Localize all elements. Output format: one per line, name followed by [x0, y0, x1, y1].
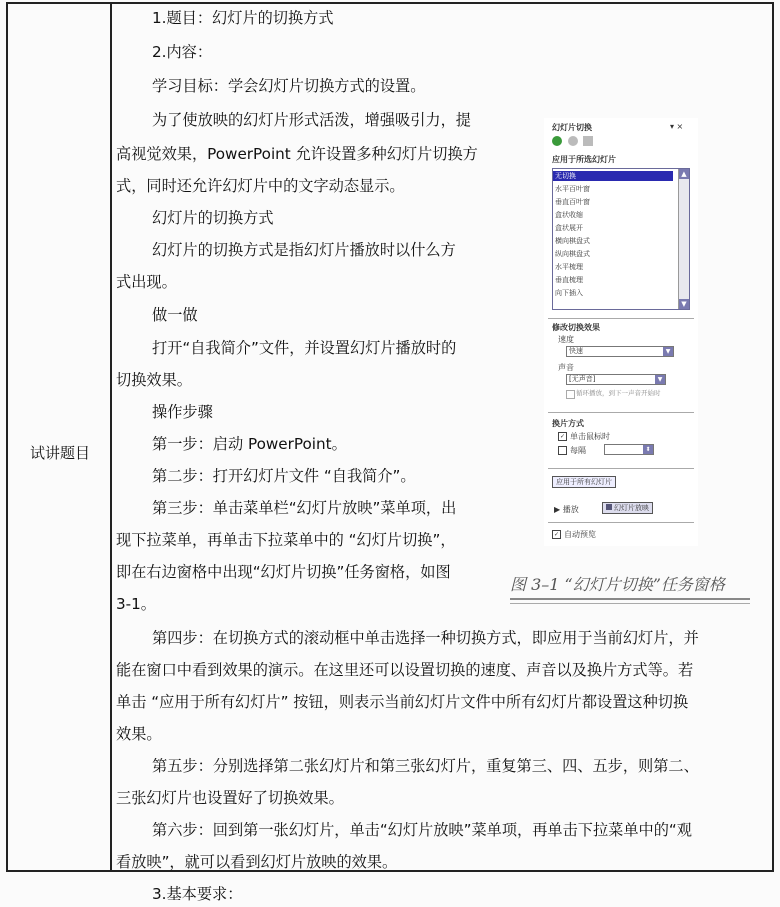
advance-label: 换片方式: [552, 419, 584, 428]
text-line: 切换效果。: [116, 371, 192, 389]
text-line: 能在窗口中看到效果的演示。在这里还可以设置切换的速度、声音以及换片方式等。若: [116, 661, 694, 679]
divider: [548, 468, 694, 469]
text-line: 为了使放映的幻灯片形式活泼，增强吸引力，提: [152, 111, 471, 129]
text-line: 高视觉效果，PowerPoint 允许设置多种幻灯片切换方: [116, 145, 478, 163]
divider: [548, 412, 694, 413]
close-icon[interactable]: ▾ ×: [670, 122, 684, 131]
apply-label: 应用于所选幻灯片: [552, 155, 616, 164]
caption-rule: [510, 603, 750, 604]
list-item[interactable]: 垂直百叶窗: [555, 198, 590, 206]
slideshow-icon: [606, 504, 612, 510]
figure-caption: 图 3–1 “幻灯片切换”任务窗格: [510, 575, 725, 594]
every-label: 每隔: [570, 446, 586, 455]
text-line-step2: 第二步：打开幻灯片文件 “自我简介”。: [152, 467, 416, 485]
speed-select[interactable]: [566, 346, 674, 357]
on-click-checkbox[interactable]: ✓: [559, 433, 566, 440]
list-item[interactable]: 水平百叶窗: [555, 185, 590, 193]
divider: [548, 318, 694, 319]
list-item[interactable]: 向下插入: [555, 289, 583, 297]
text-line: 效果。: [116, 725, 162, 743]
slide-transition-task-pane: [544, 118, 698, 546]
text-line-title: 1.题目：幻灯片的切换方式: [152, 9, 334, 27]
caption-rule: [510, 598, 750, 600]
text-line: 现下拉菜单，再单击下拉菜单中的 “幻灯片切换”，: [116, 531, 456, 549]
text-line: 三张幻灯片也设置好了切换效果。: [116, 789, 344, 807]
play-button[interactable]: ▶ 播放: [554, 505, 579, 514]
list-item[interactable]: 盒状收缩: [555, 211, 583, 219]
list-item[interactable]: 盒状展开: [555, 224, 583, 232]
slideshow-label: 幻灯片放映: [614, 504, 649, 512]
speed-value: 快速: [569, 347, 583, 355]
text-line-goal: 学习目标：学会幻灯片切换方式的设置。: [152, 77, 426, 95]
list-item[interactable]: 纵向棋盘式: [555, 250, 590, 258]
label-cell: [8, 4, 112, 870]
forward-icon[interactable]: [568, 136, 578, 146]
speed-label: 速度: [558, 335, 574, 344]
sound-select[interactable]: [566, 374, 666, 385]
text-line: 3-1。: [116, 595, 156, 613]
home-icon[interactable]: [583, 136, 593, 146]
text-line-heading: 操作步骤: [152, 403, 213, 421]
text-line-step3: 第三步：单击菜单栏“幻灯片放映”菜单项，出: [152, 499, 457, 517]
chevron-down-icon[interactable]: ▼: [663, 347, 673, 356]
scroll-down-icon[interactable]: ▼: [679, 299, 689, 309]
text-line: 式，同时还允许幻灯片中的文字动态显示。: [116, 177, 405, 195]
apply-all-button[interactable]: 应用于所有幻灯片: [552, 476, 616, 488]
text-line-content: 2.内容：: [152, 43, 213, 61]
spinner-icon[interactable]: ⬍: [643, 445, 653, 454]
list-item[interactable]: 垂直梳理: [555, 276, 583, 284]
text-line: 式出现。: [116, 273, 177, 291]
text-line-step4: 第四步：在切换方式的滚动框中单击选择一种切换方式，即应用于当前幻灯片，并: [152, 629, 699, 647]
every-spinner[interactable]: [604, 444, 654, 455]
sound-label: 声音: [558, 363, 574, 372]
text-line-step6: 第六步：回到第一张幻灯片，单击“幻灯片放映”菜单项，再单击下拉菜单中的“观: [152, 821, 692, 839]
text-line: 看放映”，就可以看到幻灯片放映的效果。: [116, 853, 398, 871]
text-line: 单击 “应用于所有幻灯片” 按钮，则表示当前幻灯片文件中所有幻灯片都设置这种切换: [116, 693, 689, 711]
transition-listbox[interactable]: [552, 168, 690, 310]
text-line-heading: 幻灯片的切换方式: [152, 209, 274, 227]
divider: [548, 522, 694, 523]
text-line-heading: 做一做: [152, 306, 198, 324]
text-line-step1: 第一步：启动 PowerPoint。: [152, 435, 347, 453]
text-line: 即在右边窗格中出现“幻灯片切换”任务窗格，如图: [116, 563, 451, 581]
text-line: 幻灯片的切换方式是指幻灯片播放时以什么方: [152, 241, 456, 259]
autopreview-checkbox[interactable]: ✓: [553, 531, 560, 538]
scroll-up-icon[interactable]: ▲: [679, 169, 689, 179]
listbox-scrollbar[interactable]: [678, 169, 689, 309]
every-checkbox[interactable]: [558, 446, 567, 455]
loop-label: 循环播放，到下一声音开始时: [576, 389, 661, 397]
text-line-requirements: 3.基本要求：: [152, 885, 243, 903]
list-item-selected[interactable]: 无切换: [553, 171, 673, 181]
on-click-label: 单击鼠标时: [570, 432, 610, 441]
text-line: 打开“自我简介”文件，并设置幻灯片播放时的: [152, 339, 457, 357]
slideshow-button[interactable]: [602, 502, 653, 514]
nav-icons: [552, 136, 593, 148]
back-icon[interactable]: [552, 136, 562, 146]
trial-topic-label: 试讲题目: [29, 444, 90, 462]
list-item[interactable]: 水平梳理: [555, 263, 583, 271]
modify-label: 修改切换效果: [552, 323, 600, 332]
text-line-step5: 第五步：分别选择第二张幻灯片和第三张幻灯片，重复第三、四、五步，则第二、: [152, 757, 699, 775]
chevron-down-icon[interactable]: ▼: [655, 375, 665, 384]
sound-value: [无声音]: [569, 375, 596, 383]
pane-title: 幻灯片切换: [552, 123, 592, 132]
autopreview-label: 自动预览: [564, 530, 596, 539]
list-item[interactable]: 横向棋盘式: [555, 237, 590, 245]
loop-checkbox[interactable]: [566, 390, 575, 399]
